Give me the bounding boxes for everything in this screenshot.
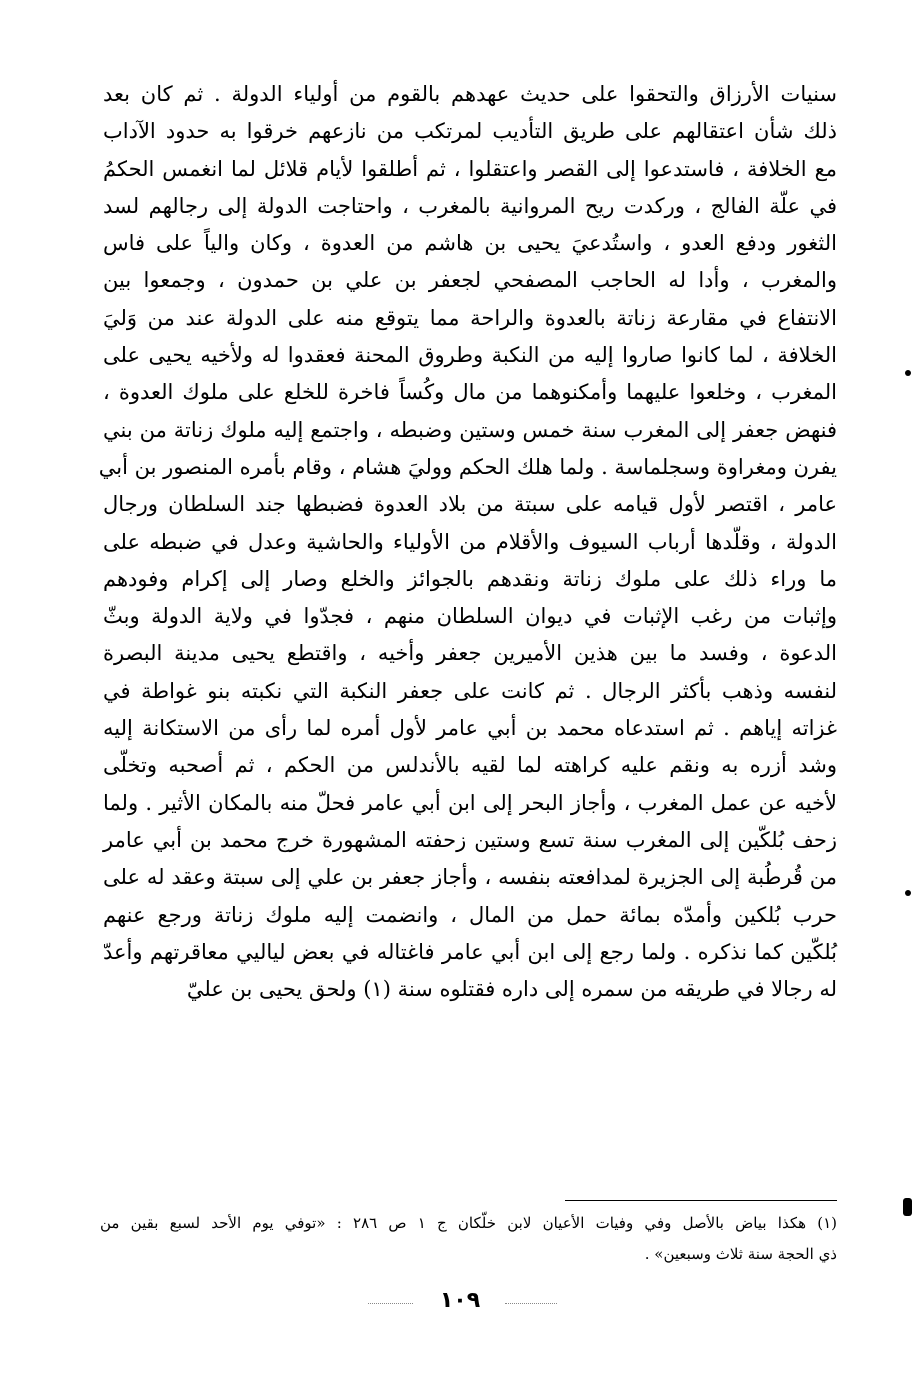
text-line: مع الخلافة ، فاستدعوا إلى القصر واعتقلوا ، ثم أطلقوا لأيام قلائل لما انغمس الحكمُ xyxy=(103,156,837,181)
page-number-rule-left xyxy=(368,1303,413,1304)
text-line: ذلك شأن اعتقالهم على طريق التأديب لمرتكب من نازعهم خرقوا به حدود الآداب xyxy=(103,119,837,144)
scan-speck xyxy=(905,370,911,376)
footnote xyxy=(100,1208,837,1270)
text-line: الانتفاع في مقارعة زناتة بالعدوة والراحة مما يتوقع منه على الدولة عند من وَليَ xyxy=(103,305,837,330)
text-line: لأخيه عن عمل المغرب ، وأجاز البحر إلى ابن أبي عامر فحلّ منه بالمكان الأثير . ولما xyxy=(103,790,837,815)
page-number-rule-right xyxy=(505,1303,557,1304)
main-text-block xyxy=(98,76,837,1008)
text-line: فنهض جعفر إلى المغرب سنة خمس وستين وضبطه ، واجتمع إليه ملوك زناتة من بني xyxy=(103,417,837,442)
text-line: له رجالا في طريقه من سمره إلى داره فقتلوه سنة (١) ولحق يحيى بن عليّ xyxy=(186,977,837,1002)
text-line: لنفسه وذهب بأكثر الرجال . ثم كانت على جعفر النكبة التي نكبته بنو غواطة في xyxy=(103,678,837,703)
text-line: من قُرطُبة إلى الجزيرة لمدافعته بنفسه ، وأجاز جعفر بن علي إلى سبتة وعقد له على xyxy=(103,865,837,890)
text-line: غزاته إياهم . ثم استدعاه محمد بن أبي عامر لأول أمره لما رأى من الاستكانة إليه xyxy=(103,716,837,741)
text-line: وإثبات من رغب الإثبات في ديوان السلطان منهم ، فجدّوا في ولاية الدولة وبثّ xyxy=(103,604,837,629)
scan-speck xyxy=(903,1198,912,1216)
text-line: عامر ، اقتصر لأول قيامه على سبتة من بلاد العدوة فضبطها جند السلطان ورجال xyxy=(103,492,837,517)
text-line: في علّة الفالج ، وركدت ريح المروانية بالمغرب ، واحتاجت الدولة إلى رجالهم لسد xyxy=(103,193,837,218)
text-line: ما وراء ذلك على ملوك زناتة ونقدهم بالجوائز والخلع وصار إلى إكرام وفودهم xyxy=(103,566,837,591)
page-number: ١٠٩ xyxy=(439,1288,481,1313)
text-line: الثغور ودفع العدو ، واستُدعيَ يحيى بن هاشم من العدوة ، وكان والياً على فاس xyxy=(103,231,837,256)
footnote-line: (١) هكذا بياض بالأصل وفي وفيات الأعيان لابن خلّكان ج ١ ص ٢٨٦ : «توفي يوم الأحد لسبع بقين من xyxy=(100,1214,838,1232)
text-line: بُلكّين كما نذكره . ولما رجع إلى ابن أبي عامر فاغتاله في بعض لياليي معاقرتهم وأعدّ xyxy=(103,939,837,964)
scan-speck xyxy=(905,890,911,896)
text-line: زحف بُلكّين إلى المغرب سنة تسع وستين زحفته المشهورة خرج محمد بن أبي عامر xyxy=(103,827,837,852)
text-line: حرب بُلكين وأمدّه بمائة حمل من المال ، وانضمت إليه ملوك زناتة ورجع عنهم xyxy=(103,902,837,927)
text-line: سنيات الأرزاق والتحقوا على حديث عهدهم بالقوم من أولياء الدولة . ثم كان بعد xyxy=(103,82,837,106)
footnote-separator xyxy=(565,1200,837,1201)
text-line: وشد أزره به ونقم عليه كراهته لما لقيه بالأندلس من الحكم ، ثم أصحبه وتخلّى xyxy=(103,753,837,778)
text-line: الدعوة ، وفسد ما بين هذين الأميرين جعفر وأخيه ، واقتطع يحيى مدينة البصرة xyxy=(103,641,837,666)
text-line: يفرن ومغراوة وسجلماسة . ولما هلك الحكم ووليَ هشام ، وقام بأمره المنصور بن أبي xyxy=(98,454,837,479)
text-line: الخلافة ، لما كانوا صاروا إليه من النكبة وطروق المحنة فعقدوا له ولأخيه يحيى على xyxy=(103,343,837,368)
text-line: الدولة ، وقلّدها أرباب السيوف والأقلام من الأولياء والحاشية وعدل في ضبطه على xyxy=(103,529,837,554)
text-line: والمغرب ، وأدا له الحاجب المصفحي لجعفر بن علي بن حمدون ، وجمعوا بين xyxy=(103,268,837,293)
footnote-line: ذي الحجة سنة ثلاث وسبعين» . xyxy=(644,1245,837,1263)
text-line: المغرب ، وخلعوا عليهما وأمكنوهما من مال وكُساً فاخرة للخلع على ملوك العدوة ، xyxy=(103,380,837,405)
